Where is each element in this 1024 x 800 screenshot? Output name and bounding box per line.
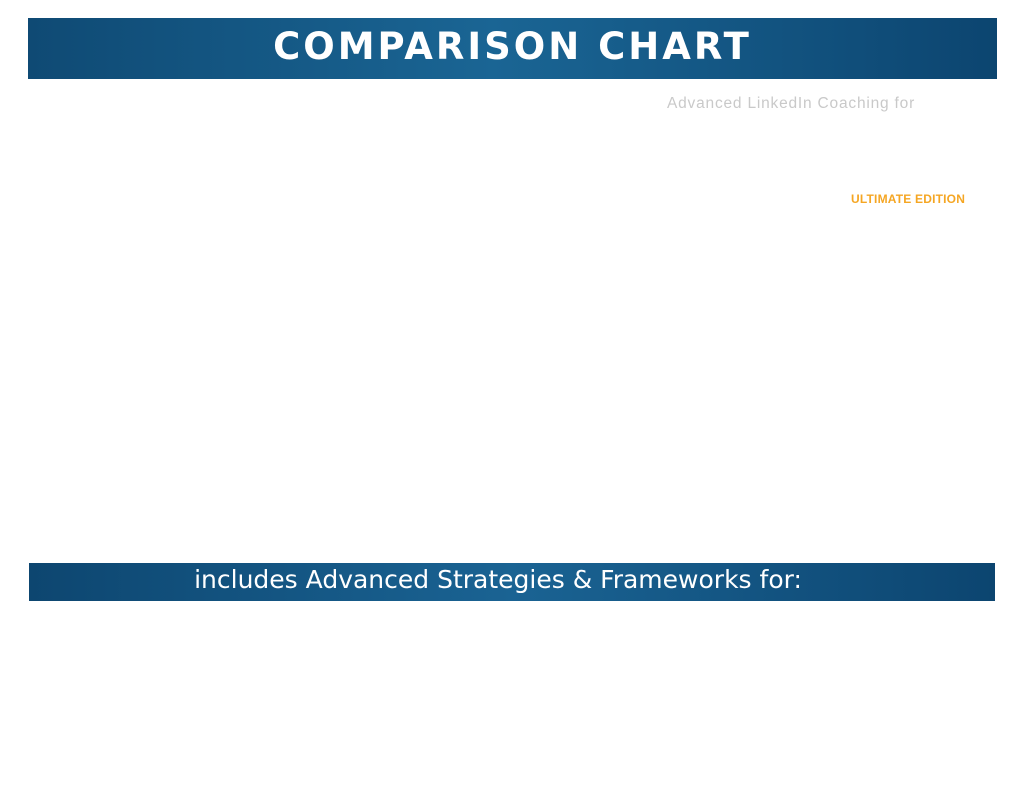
title-banner bbox=[28, 18, 997, 79]
page-title: COMPARISON CHART bbox=[273, 25, 752, 68]
includes-banner bbox=[29, 563, 995, 601]
coaching-caption: Advanced LinkedIn Coaching for bbox=[667, 95, 916, 112]
includes-heading: includes Advanced Strategies & Frameworks for: bbox=[194, 564, 802, 594]
ultimate-edition-label: ULTIMATE EDITION bbox=[851, 192, 966, 206]
